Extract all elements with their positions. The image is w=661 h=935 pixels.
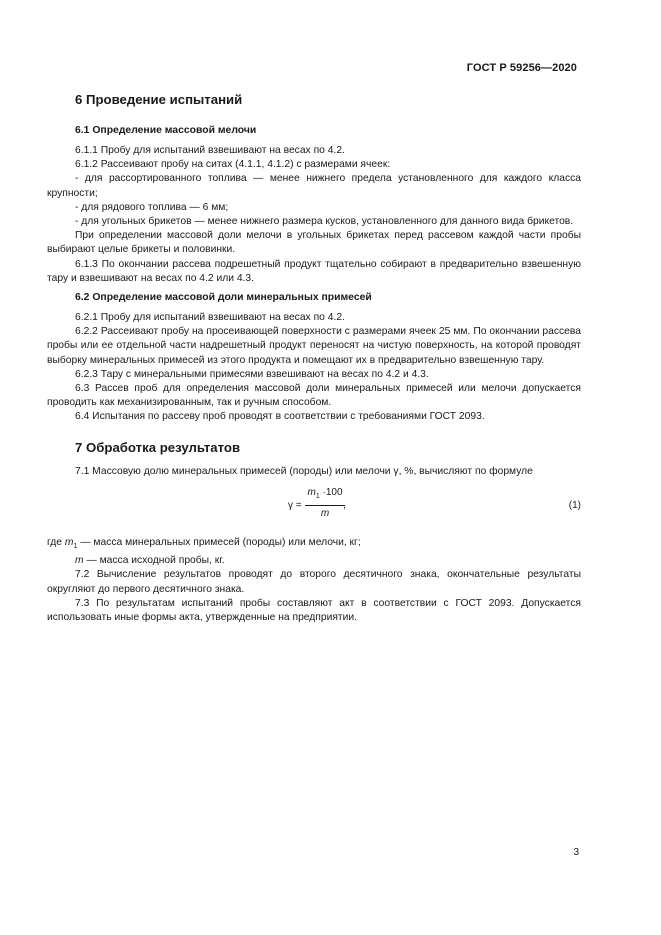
subsection-6-2-heading: 6.2 Определение массовой доли минеральных примесей xyxy=(75,292,372,304)
list-item-run-of-mine: - для рядового топлива — 6 мм; xyxy=(75,201,229,213)
list-item-sorted-fuel: - для рассортированного топлива — менее нижнего предела установленного для каждого класса крупности; xyxy=(47,173,581,199)
paragraph-6-3: 6.3 Рассев проб для определения массовой доли минеральных примесей или мелочи допускается проводить как механизированным, так и ручным способом. xyxy=(47,383,581,409)
paragraph-6-4: 6.4 Испытания по рассеву проб проводят в соответствии с требованиями ГОСТ 2093. xyxy=(75,411,485,423)
formula-fraction xyxy=(305,487,345,520)
paragraph-6-2-3: 6.2.3 Тару с минеральными примесями взвешивают на весах по 4.2 и 4.3. xyxy=(75,368,429,380)
formula-numerator: $m_1 \cdot 100$ xyxy=(305,487,345,506)
where-m: m — масса исходной пробы, кг. xyxy=(75,555,225,567)
where-m1: где $m_1$ — масса минеральных примесей (породы) или мелочи, кг; xyxy=(47,536,361,550)
paragraph-6-2-2: 6.2.2 Рассеивают пробу на просеивающей поверхности с размерами ячеек 25 мм. По окончании рассева пробы или ее отдельной части надрешетный продукт переносят на чистую поверхность, на которой проводят выборку минеральных примесей из этого продукта и помещают их в предварительно взвешенную тару. xyxy=(47,326,581,366)
paragraph-6-1-2: 6.1.2 Рассеивают пробу на ситах (4.1.1, 4.1.2) с размерами ячеек: xyxy=(75,159,391,171)
paragraph-6-1-1: 6.1.1 Пробу для испытаний взвешивают на весах по 4.2. xyxy=(75,145,345,156)
page-number: 3 xyxy=(573,847,579,858)
subsection-6-1-heading: 6.1 Определение массовой мелочи xyxy=(75,125,257,136)
paragraph-7-2: 7.2 Вычисление результатов проводят до второго десятичного знака, окончательные результаты округляют до первого десятичного знака. xyxy=(47,569,581,595)
formula-comma: , xyxy=(343,499,346,511)
paragraph-6-1-3: 6.1.3 По окончании рассева подрешетный продукт тщательно собирают в предварительно взвешенную тару и взвешивают на весах по 4.2 или 4.3. xyxy=(47,258,581,284)
section-7-heading: 7 Обработка результатов xyxy=(75,439,241,455)
paragraph-7-3: 7.3 По результатам испытаний пробы составляют акт в соответствии с ГОСТ 2093. Допускается использовать иные формы акта, утвержденные на предприятии. xyxy=(47,597,581,623)
list-item-briquettes: - для угольных брикетов — менее нижнего размера кусков, установленного для данного вида брикетов. xyxy=(75,216,574,228)
document-body xyxy=(47,91,581,625)
section-6-heading: 6 Проведение испытаний xyxy=(75,92,243,107)
paragraph-6-2-1: 6.2.1 Пробу для испытаний взвешивают на весах по 4.2. xyxy=(75,312,345,324)
paragraph-briquettes-note: При определении массовой доли мелочи в угольных брикетах перед рассевом каждой части пробы выбирают целые брикеты и половинки. xyxy=(47,230,581,256)
formula-lhs: γ = xyxy=(288,499,302,511)
document-id: ГОСТ Р 59256—2020 xyxy=(466,62,577,74)
formula-1 xyxy=(47,487,581,529)
paragraph-7-1: 7.1 Массовую долю минеральных примесей (породы) или мелочи γ, %, вычисляют по формуле xyxy=(75,465,533,477)
formula-denominator: m xyxy=(320,507,330,519)
formula-number: (1) xyxy=(568,499,581,511)
